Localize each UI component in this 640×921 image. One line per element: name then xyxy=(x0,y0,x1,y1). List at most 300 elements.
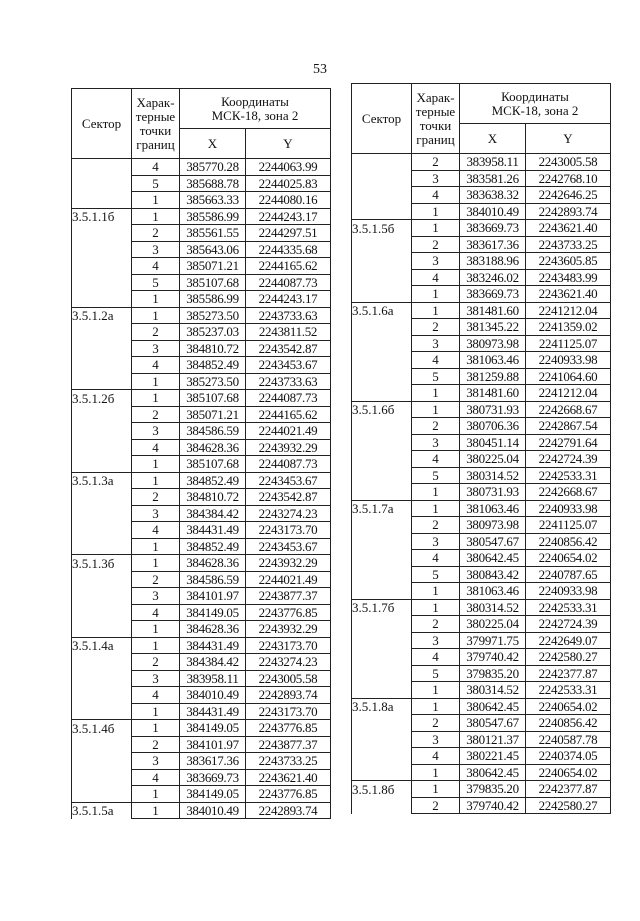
y-coordinate-cell: 2240654.02 xyxy=(526,698,611,715)
y-coordinate-cell: 2243453.67 xyxy=(246,472,331,489)
sector-cell xyxy=(72,736,132,753)
x-coordinate-cell: 385586.99 xyxy=(180,208,246,225)
point-number-cell: 1 xyxy=(132,456,180,473)
x-coordinate-cell: 380547.67 xyxy=(460,715,526,732)
point-number-cell: 2 xyxy=(132,654,180,671)
table-row xyxy=(72,802,331,819)
x-coordinate-cell: 384101.97 xyxy=(180,588,246,605)
point-number-cell: 1 xyxy=(132,621,180,638)
y-coordinate-cell: 2243776.85 xyxy=(246,786,331,803)
point-number-cell: 1 xyxy=(412,220,460,237)
x-coordinate-cell: 383958.11 xyxy=(460,154,526,171)
y-coordinate-cell: 2241064.60 xyxy=(526,368,611,385)
x-coordinate-cell: 384431.49 xyxy=(180,522,246,539)
point-number-cell: 4 xyxy=(412,451,460,468)
table-row xyxy=(72,390,331,407)
point-number-cell: 1 xyxy=(132,373,180,390)
table-row xyxy=(72,588,331,605)
table-row xyxy=(72,456,331,473)
y-coordinate-cell: 2243453.67 xyxy=(246,357,331,374)
point-number-cell: 3 xyxy=(412,434,460,451)
x-coordinate-cell: 379835.20 xyxy=(460,781,526,798)
sector-cell xyxy=(352,418,412,435)
point-number-cell: 4 xyxy=(132,258,180,275)
y-coordinate-cell: 2243733.63 xyxy=(246,307,331,324)
y-coordinate-cell: 2240856.42 xyxy=(526,715,611,732)
sector-cell xyxy=(352,335,412,352)
table-row xyxy=(72,274,331,291)
x-coordinate-cell: 385071.21 xyxy=(180,258,246,275)
point-number-cell: 1 xyxy=(412,484,460,501)
x-coordinate-cell: 385688.78 xyxy=(180,175,246,192)
x-coordinate-cell: 380221.45 xyxy=(460,748,526,765)
x-coordinate-cell: 381481.60 xyxy=(460,302,526,319)
point-number-cell: 4 xyxy=(412,550,460,567)
y-coordinate-cell: 2240933.98 xyxy=(526,500,611,517)
x-coordinate-cell: 383246.02 xyxy=(460,269,526,286)
y-coordinate-cell: 2244087.73 xyxy=(246,274,331,291)
y-coordinate-cell: 2243173.70 xyxy=(246,703,331,720)
y-coordinate-cell: 2242724.39 xyxy=(526,451,611,468)
sector-cell: 3.5.1.3а xyxy=(72,472,132,489)
sector-cell: 3.5.1.4б xyxy=(72,720,132,737)
point-number-cell: 4 xyxy=(132,439,180,456)
table-row xyxy=(352,401,611,418)
sector-cell xyxy=(352,187,412,204)
table-row xyxy=(352,682,611,699)
sector-cell: 3.5.1.7б xyxy=(352,599,412,616)
x-coordinate-cell: 384101.97 xyxy=(180,736,246,753)
sector-cell xyxy=(352,748,412,765)
y-coordinate-cell: 2243005.58 xyxy=(526,154,611,171)
y-coordinate-cell: 2244025.83 xyxy=(246,175,331,192)
sector-cell xyxy=(352,550,412,567)
x-coordinate-cell: 380314.52 xyxy=(460,467,526,484)
table-row xyxy=(72,307,331,324)
point-number-cell: 4 xyxy=(132,522,180,539)
sector-cell xyxy=(352,236,412,253)
y-coordinate-cell: 2244087.73 xyxy=(246,390,331,407)
sector-cell xyxy=(352,616,412,633)
x-coordinate-cell: 381345.22 xyxy=(460,319,526,336)
y-coordinate-cell: 2242533.31 xyxy=(526,599,611,616)
table-row xyxy=(352,335,611,352)
y-coordinate-cell: 2243621.40 xyxy=(246,769,331,786)
point-number-cell: 2 xyxy=(412,517,460,534)
point-number-cell: 2 xyxy=(412,154,460,171)
table-row xyxy=(72,687,331,704)
sector-cell xyxy=(72,786,132,803)
point-number-cell: 5 xyxy=(412,566,460,583)
x-coordinate-cell: 381259.88 xyxy=(460,368,526,385)
sector-cell: 3.5.1.7а xyxy=(352,500,412,517)
table-row xyxy=(352,533,611,550)
table-row xyxy=(352,451,611,468)
sector-cell xyxy=(72,241,132,258)
x-coordinate-cell: 385770.28 xyxy=(180,159,246,176)
coordinates-header: Координаты МСК-18, зона 2 xyxy=(180,89,331,129)
table-row xyxy=(72,604,331,621)
point-number-cell: 1 xyxy=(412,302,460,319)
sector-cell: 3.5.1.6а xyxy=(352,302,412,319)
y-coordinate-cell: 2244165.62 xyxy=(246,258,331,275)
point-number-cell: 4 xyxy=(132,357,180,374)
x-coordinate-cell: 383669.73 xyxy=(460,220,526,237)
point-number-cell: 4 xyxy=(132,604,180,621)
y-coordinate-cell: 2243877.37 xyxy=(246,736,331,753)
point-number-cell: 5 xyxy=(412,467,460,484)
table-row xyxy=(72,538,331,555)
sector-cell xyxy=(72,225,132,242)
point-number-cell: 1 xyxy=(412,764,460,781)
table-row xyxy=(352,500,611,517)
x-coordinate-cell: 385273.50 xyxy=(180,373,246,390)
table-row xyxy=(352,731,611,748)
x-coordinate-cell: 380706.36 xyxy=(460,418,526,435)
sector-cell: 3.5.1.5б xyxy=(352,220,412,237)
table-row xyxy=(352,764,611,781)
table-row xyxy=(72,472,331,489)
sector-cell xyxy=(352,319,412,336)
x-coordinate-cell: 380731.93 xyxy=(460,401,526,418)
x-coordinate-cell: 385586.99 xyxy=(180,291,246,308)
sector-cell xyxy=(352,286,412,303)
x-coordinate-cell: 384586.59 xyxy=(180,423,246,440)
y-coordinate-cell: 2243274.23 xyxy=(246,654,331,671)
x-coordinate-cell: 380314.52 xyxy=(460,682,526,699)
sector-cell: 3.5.1.8а xyxy=(352,698,412,715)
point-number-cell: 3 xyxy=(132,753,180,770)
table-row xyxy=(352,154,611,171)
x-coordinate-cell: 383669.73 xyxy=(460,286,526,303)
x-coordinate-cell: 384431.49 xyxy=(180,703,246,720)
table-row xyxy=(72,439,331,456)
sector-cell xyxy=(352,583,412,600)
point-number-cell: 2 xyxy=(412,797,460,814)
y-coordinate-cell: 2244087.73 xyxy=(246,456,331,473)
x-coordinate-cell: 385663.33 xyxy=(180,192,246,209)
sector-cell xyxy=(72,373,132,390)
y-coordinate-cell: 2242533.31 xyxy=(526,467,611,484)
point-number-cell: 4 xyxy=(132,769,180,786)
x-coordinate-cell: 384852.49 xyxy=(180,472,246,489)
sector-cell xyxy=(352,533,412,550)
point-number-cell: 2 xyxy=(412,236,460,253)
point-number-cell: 1 xyxy=(412,203,460,220)
point-number-cell: 1 xyxy=(412,500,460,517)
table-row xyxy=(72,373,331,390)
y-coordinate-cell: 2243173.70 xyxy=(246,522,331,539)
table-row xyxy=(72,258,331,275)
y-coordinate-cell: 2243776.85 xyxy=(246,720,331,737)
y-coordinate-cell: 2242893.74 xyxy=(246,802,331,819)
y-coordinate-cell: 2243877.37 xyxy=(246,588,331,605)
sector-cell: 3.5.1.5а xyxy=(72,802,132,819)
sector-cell xyxy=(72,423,132,440)
point-number-cell: 2 xyxy=(132,406,180,423)
y-coordinate-cell: 2242668.67 xyxy=(526,401,611,418)
sector-cell xyxy=(352,517,412,534)
point-number-cell: 4 xyxy=(132,159,180,176)
table-row xyxy=(352,286,611,303)
coordinates-header: Координаты МСК-18, зона 2 xyxy=(460,84,611,124)
x-coordinate-cell: 380731.93 xyxy=(460,484,526,501)
table-row xyxy=(352,352,611,369)
point-number-cell: 3 xyxy=(132,505,180,522)
sector-cell xyxy=(352,253,412,270)
x-coordinate-cell: 380451.14 xyxy=(460,434,526,451)
y-coordinate-cell: 2241125.07 xyxy=(526,517,611,534)
table-row xyxy=(72,159,331,176)
point-number-cell: 1 xyxy=(132,720,180,737)
table-row xyxy=(72,192,331,209)
table-row xyxy=(72,357,331,374)
sector-cell xyxy=(72,324,132,341)
point-number-cell: 2 xyxy=(132,571,180,588)
sector-cell: 3.5.1.1б xyxy=(72,208,132,225)
x-coordinate-cell: 385643.06 xyxy=(180,241,246,258)
x-coordinate-cell: 383958.11 xyxy=(180,670,246,687)
y-coordinate-cell: 2240787.65 xyxy=(526,566,611,583)
y-coordinate-cell: 2243932.29 xyxy=(246,621,331,638)
sector-cell xyxy=(352,665,412,682)
table-row xyxy=(352,797,611,814)
sector-cell: 3.5.1.8б xyxy=(352,781,412,798)
x-coordinate-cell: 384384.42 xyxy=(180,654,246,671)
y-coordinate-cell: 2242580.27 xyxy=(526,649,611,666)
x-coordinate-cell: 384149.05 xyxy=(180,786,246,803)
y-coordinate-cell: 2242668.67 xyxy=(526,484,611,501)
table-row xyxy=(352,599,611,616)
x-coordinate-cell: 379740.42 xyxy=(460,649,526,666)
x-coordinate-cell: 385237.03 xyxy=(180,324,246,341)
sector-cell: 3.5.1.6б xyxy=(352,401,412,418)
sector-cell xyxy=(72,621,132,638)
y-coordinate-cell: 2243776.85 xyxy=(246,604,331,621)
table-row xyxy=(72,753,331,770)
sector-cell xyxy=(352,715,412,732)
point-number-cell: 1 xyxy=(412,781,460,798)
table-row xyxy=(352,434,611,451)
table-row xyxy=(72,241,331,258)
y-coordinate-cell: 2242649.07 xyxy=(526,632,611,649)
sector-cell xyxy=(72,406,132,423)
y-coordinate-cell: 2240374.05 xyxy=(526,748,611,765)
table-row xyxy=(352,269,611,286)
x-coordinate-cell: 385071.21 xyxy=(180,406,246,423)
y-coordinate-cell: 2244165.62 xyxy=(246,406,331,423)
point-number-cell: 1 xyxy=(412,698,460,715)
x-coordinate-cell: 380973.98 xyxy=(460,517,526,534)
sector-header: Сектор xyxy=(72,89,132,159)
point-number-cell: 3 xyxy=(132,340,180,357)
y-coordinate-cell: 2243605.85 xyxy=(526,253,611,270)
y-coordinate-cell: 2243453.67 xyxy=(246,538,331,555)
y-coordinate-cell: 2241125.07 xyxy=(526,335,611,352)
table-row xyxy=(72,406,331,423)
x-coordinate-cell: 381063.46 xyxy=(460,583,526,600)
point-number-cell: 1 xyxy=(132,291,180,308)
point-number-cell: 1 xyxy=(132,703,180,720)
table-row xyxy=(352,418,611,435)
x-coordinate-cell: 384431.49 xyxy=(180,637,246,654)
boundary-points-header: Харак- терные точки границ xyxy=(132,89,180,159)
sector-cell xyxy=(72,159,132,176)
y-coordinate-cell: 2244243.17 xyxy=(246,291,331,308)
sector-cell xyxy=(352,170,412,187)
sector-cell xyxy=(72,340,132,357)
x-coordinate-cell: 385107.68 xyxy=(180,390,246,407)
y-coordinate-cell: 2242724.39 xyxy=(526,616,611,633)
x-coordinate-cell: 384852.49 xyxy=(180,357,246,374)
sector-cell xyxy=(352,434,412,451)
y-coordinate-cell: 2240654.02 xyxy=(526,550,611,567)
y-coordinate-cell: 2240587.78 xyxy=(526,731,611,748)
table-row xyxy=(352,550,611,567)
sector-cell xyxy=(352,566,412,583)
point-number-cell: 1 xyxy=(132,802,180,819)
table-row xyxy=(352,236,611,253)
point-number-cell: 2 xyxy=(132,324,180,341)
table-row xyxy=(72,522,331,539)
sector-cell xyxy=(72,703,132,720)
point-number-cell: 4 xyxy=(412,352,460,369)
y-coordinate-cell: 2243274.23 xyxy=(246,505,331,522)
y-coordinate-cell: 2243811.52 xyxy=(246,324,331,341)
x-coordinate-cell: 385273.50 xyxy=(180,307,246,324)
y-coordinate-cell: 2242533.31 xyxy=(526,682,611,699)
table-row xyxy=(352,781,611,798)
sector-cell xyxy=(352,467,412,484)
point-number-cell: 3 xyxy=(132,588,180,605)
y-coordinate-cell: 2244021.49 xyxy=(246,423,331,440)
table-row xyxy=(72,736,331,753)
y-coordinate-cell: 2243932.29 xyxy=(246,555,331,572)
x-coordinate-cell: 379971.75 xyxy=(460,632,526,649)
table-row xyxy=(72,340,331,357)
sector-cell xyxy=(72,670,132,687)
y-header: Y xyxy=(526,124,611,154)
sector-cell xyxy=(72,604,132,621)
point-number-cell: 1 xyxy=(132,390,180,407)
x-coordinate-cell: 379835.20 xyxy=(460,665,526,682)
table-row xyxy=(72,291,331,308)
table-row xyxy=(352,187,611,204)
x-coordinate-cell: 380314.52 xyxy=(460,599,526,616)
point-number-cell: 5 xyxy=(132,175,180,192)
table-row xyxy=(72,637,331,654)
point-number-cell: 3 xyxy=(132,423,180,440)
sector-cell xyxy=(72,769,132,786)
table-row xyxy=(352,203,611,220)
point-number-cell: 1 xyxy=(132,786,180,803)
y-coordinate-cell: 2241212.04 xyxy=(526,385,611,402)
sector-cell: 3.5.1.2б xyxy=(72,390,132,407)
point-number-cell: 5 xyxy=(412,665,460,682)
boundary-points-header: Харак- терные точки границ xyxy=(412,84,460,154)
sector-cell xyxy=(72,654,132,671)
sector-cell xyxy=(72,687,132,704)
x-coordinate-cell: 384628.36 xyxy=(180,555,246,572)
point-number-cell: 3 xyxy=(132,241,180,258)
point-number-cell: 1 xyxy=(412,583,460,600)
sector-cell xyxy=(352,731,412,748)
x-coordinate-cell: 385107.68 xyxy=(180,456,246,473)
table-row xyxy=(72,225,331,242)
x-coordinate-cell: 380121.37 xyxy=(460,731,526,748)
table-row xyxy=(352,583,611,600)
sector-cell xyxy=(72,588,132,605)
coordinates-table-left xyxy=(71,88,331,819)
coordinates-table-right xyxy=(351,83,611,814)
point-number-cell: 4 xyxy=(412,748,460,765)
table-row xyxy=(352,665,611,682)
page-number: 53 xyxy=(313,62,327,77)
point-number-cell: 3 xyxy=(132,670,180,687)
table-row xyxy=(352,517,611,534)
sector-cell xyxy=(72,522,132,539)
sector-cell xyxy=(72,357,132,374)
x-coordinate-cell: 384149.05 xyxy=(180,604,246,621)
x-coordinate-cell: 380843.42 xyxy=(460,566,526,583)
x-coordinate-cell: 380973.98 xyxy=(460,335,526,352)
y-coordinate-cell: 2242867.54 xyxy=(526,418,611,435)
table-row xyxy=(352,253,611,270)
table-row xyxy=(72,720,331,737)
y-coordinate-cell: 2242377.87 xyxy=(526,781,611,798)
y-coordinate-cell: 2243733.25 xyxy=(246,753,331,770)
sector-cell xyxy=(72,505,132,522)
point-number-cell: 5 xyxy=(132,274,180,291)
sector-cell: 3.5.1.2а xyxy=(72,307,132,324)
x-coordinate-cell: 384628.36 xyxy=(180,621,246,638)
y-coordinate-cell: 2243005.58 xyxy=(246,670,331,687)
sector-cell xyxy=(352,154,412,171)
y-coordinate-cell: 2240933.98 xyxy=(526,583,611,600)
x-coordinate-cell: 385561.55 xyxy=(180,225,246,242)
sector-cell xyxy=(352,632,412,649)
point-number-cell: 1 xyxy=(412,599,460,616)
sector-cell xyxy=(72,258,132,275)
sector-cell xyxy=(72,753,132,770)
x-coordinate-cell: 380225.04 xyxy=(460,451,526,468)
table-row xyxy=(352,484,611,501)
y-coordinate-cell: 2241212.04 xyxy=(526,302,611,319)
x-coordinate-cell: 384010.49 xyxy=(180,687,246,704)
sector-cell xyxy=(72,571,132,588)
y-coordinate-cell: 2243542.87 xyxy=(246,489,331,506)
x-coordinate-cell: 384010.49 xyxy=(180,802,246,819)
table-row xyxy=(352,385,611,402)
point-number-cell: 1 xyxy=(132,307,180,324)
sector-cell xyxy=(352,484,412,501)
y-coordinate-cell: 2244243.17 xyxy=(246,208,331,225)
table-row xyxy=(352,319,611,336)
point-number-cell: 1 xyxy=(132,637,180,654)
y-coordinate-cell: 2240856.42 xyxy=(526,533,611,550)
x-header: X xyxy=(460,124,526,154)
y-coordinate-cell: 2242791.64 xyxy=(526,434,611,451)
x-coordinate-cell: 381063.46 xyxy=(460,500,526,517)
point-number-cell: 3 xyxy=(412,335,460,352)
x-coordinate-cell: 384810.72 xyxy=(180,489,246,506)
point-number-cell: 1 xyxy=(412,385,460,402)
table-row xyxy=(72,654,331,671)
x-coordinate-cell: 384852.49 xyxy=(180,538,246,555)
y-coordinate-cell: 2243542.87 xyxy=(246,340,331,357)
point-number-cell: 1 xyxy=(132,555,180,572)
y-coordinate-cell: 2243932.29 xyxy=(246,439,331,456)
